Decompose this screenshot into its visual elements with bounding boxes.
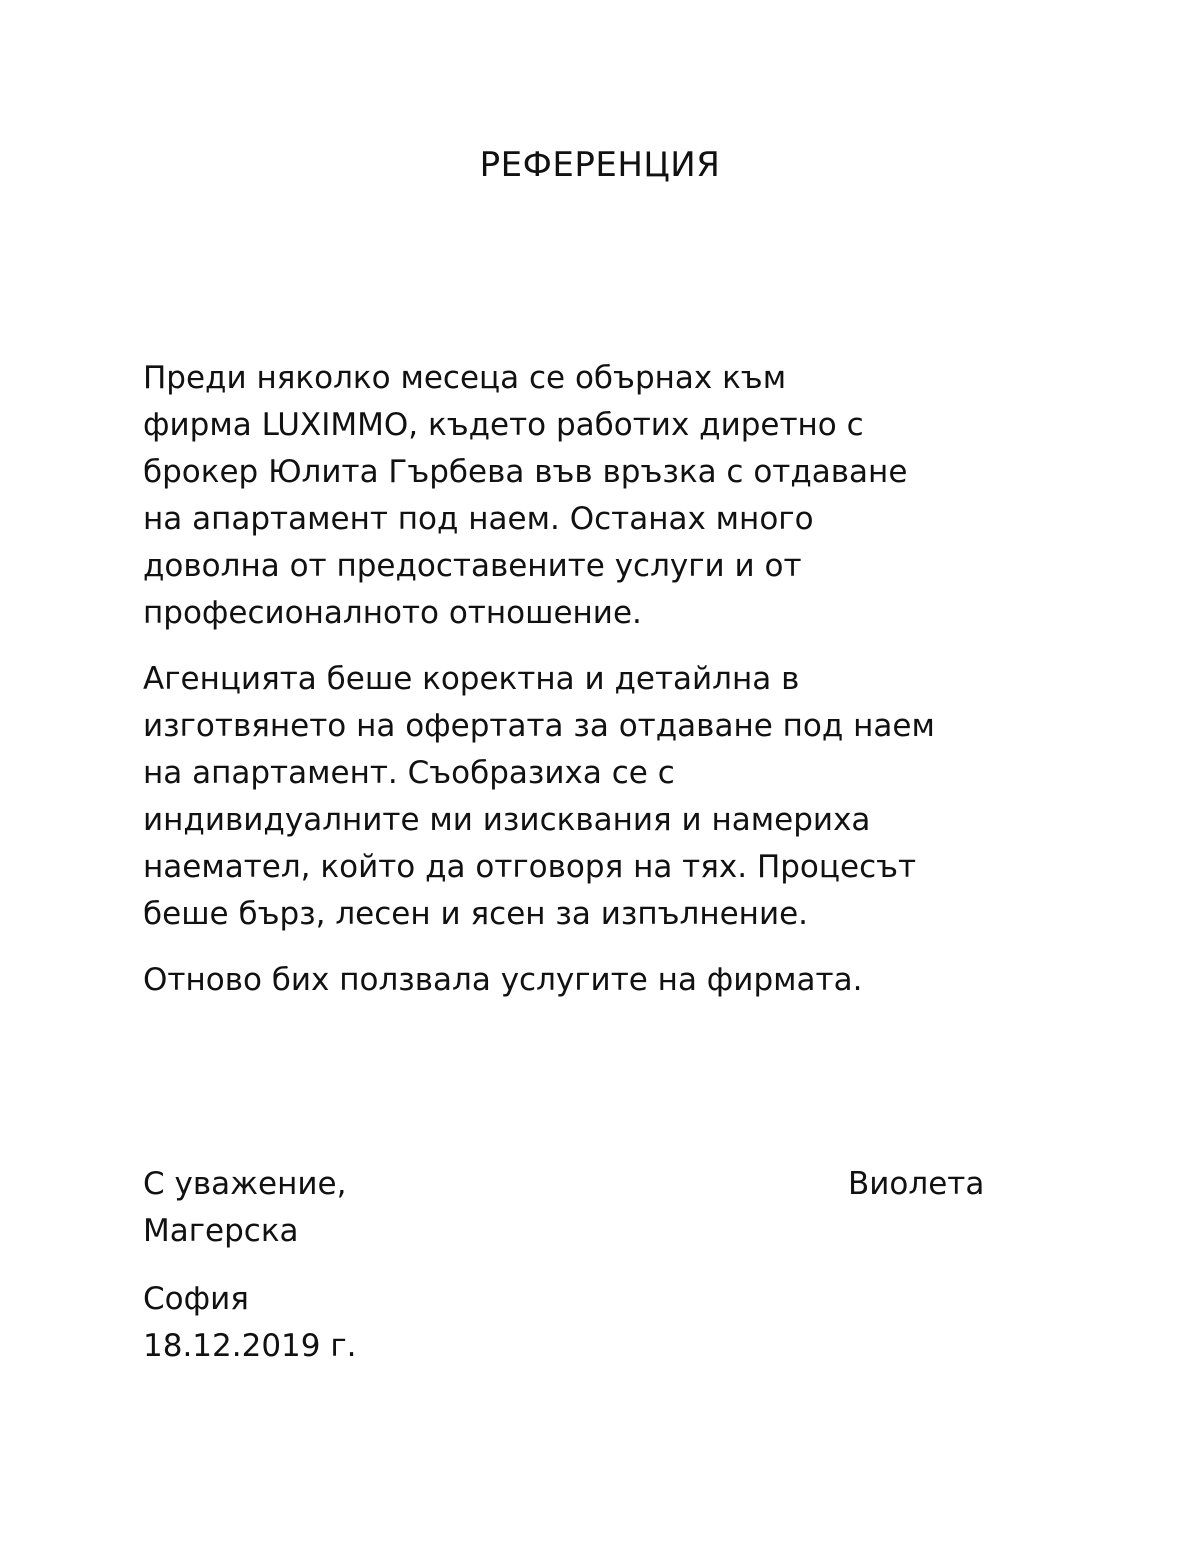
letter-body xyxy=(143,355,1058,1004)
closing-signature-row xyxy=(143,1161,1058,1208)
closing-salutation: С уважение, xyxy=(143,1166,347,1202)
date-of-signing: 18.12.2019 г. xyxy=(143,1328,357,1364)
document-title: РЕФЕРЕНЦИЯ xyxy=(479,145,721,185)
paragraph-3: Отново бих ползвала услугите на фирмата. xyxy=(143,962,863,998)
paragraph-2: Агенцията беше коректна и детайлна в изготвянето на офертата за отдаване под наем на апартамент. Съобразиха се с индивидуалните ми изисквания и намериха наемател, който да отговоря на тях. Процесът беше бърз, лесен и ясен за изпълнение. xyxy=(143,661,935,932)
paragraph-1: Преди няколко месеца се обърнах към фирма LUXIMMO, където работих диретно с брокер Юлита Гърбева във връзка с отдаване на апартамент под наем. Останах много доволна от предоставените услуги и от професионалното отношение. xyxy=(143,360,908,631)
place-of-signing: София xyxy=(143,1281,249,1317)
signer-last-name: Магерска xyxy=(143,1213,299,1249)
signer-first-name: Виолета xyxy=(848,1166,985,1202)
